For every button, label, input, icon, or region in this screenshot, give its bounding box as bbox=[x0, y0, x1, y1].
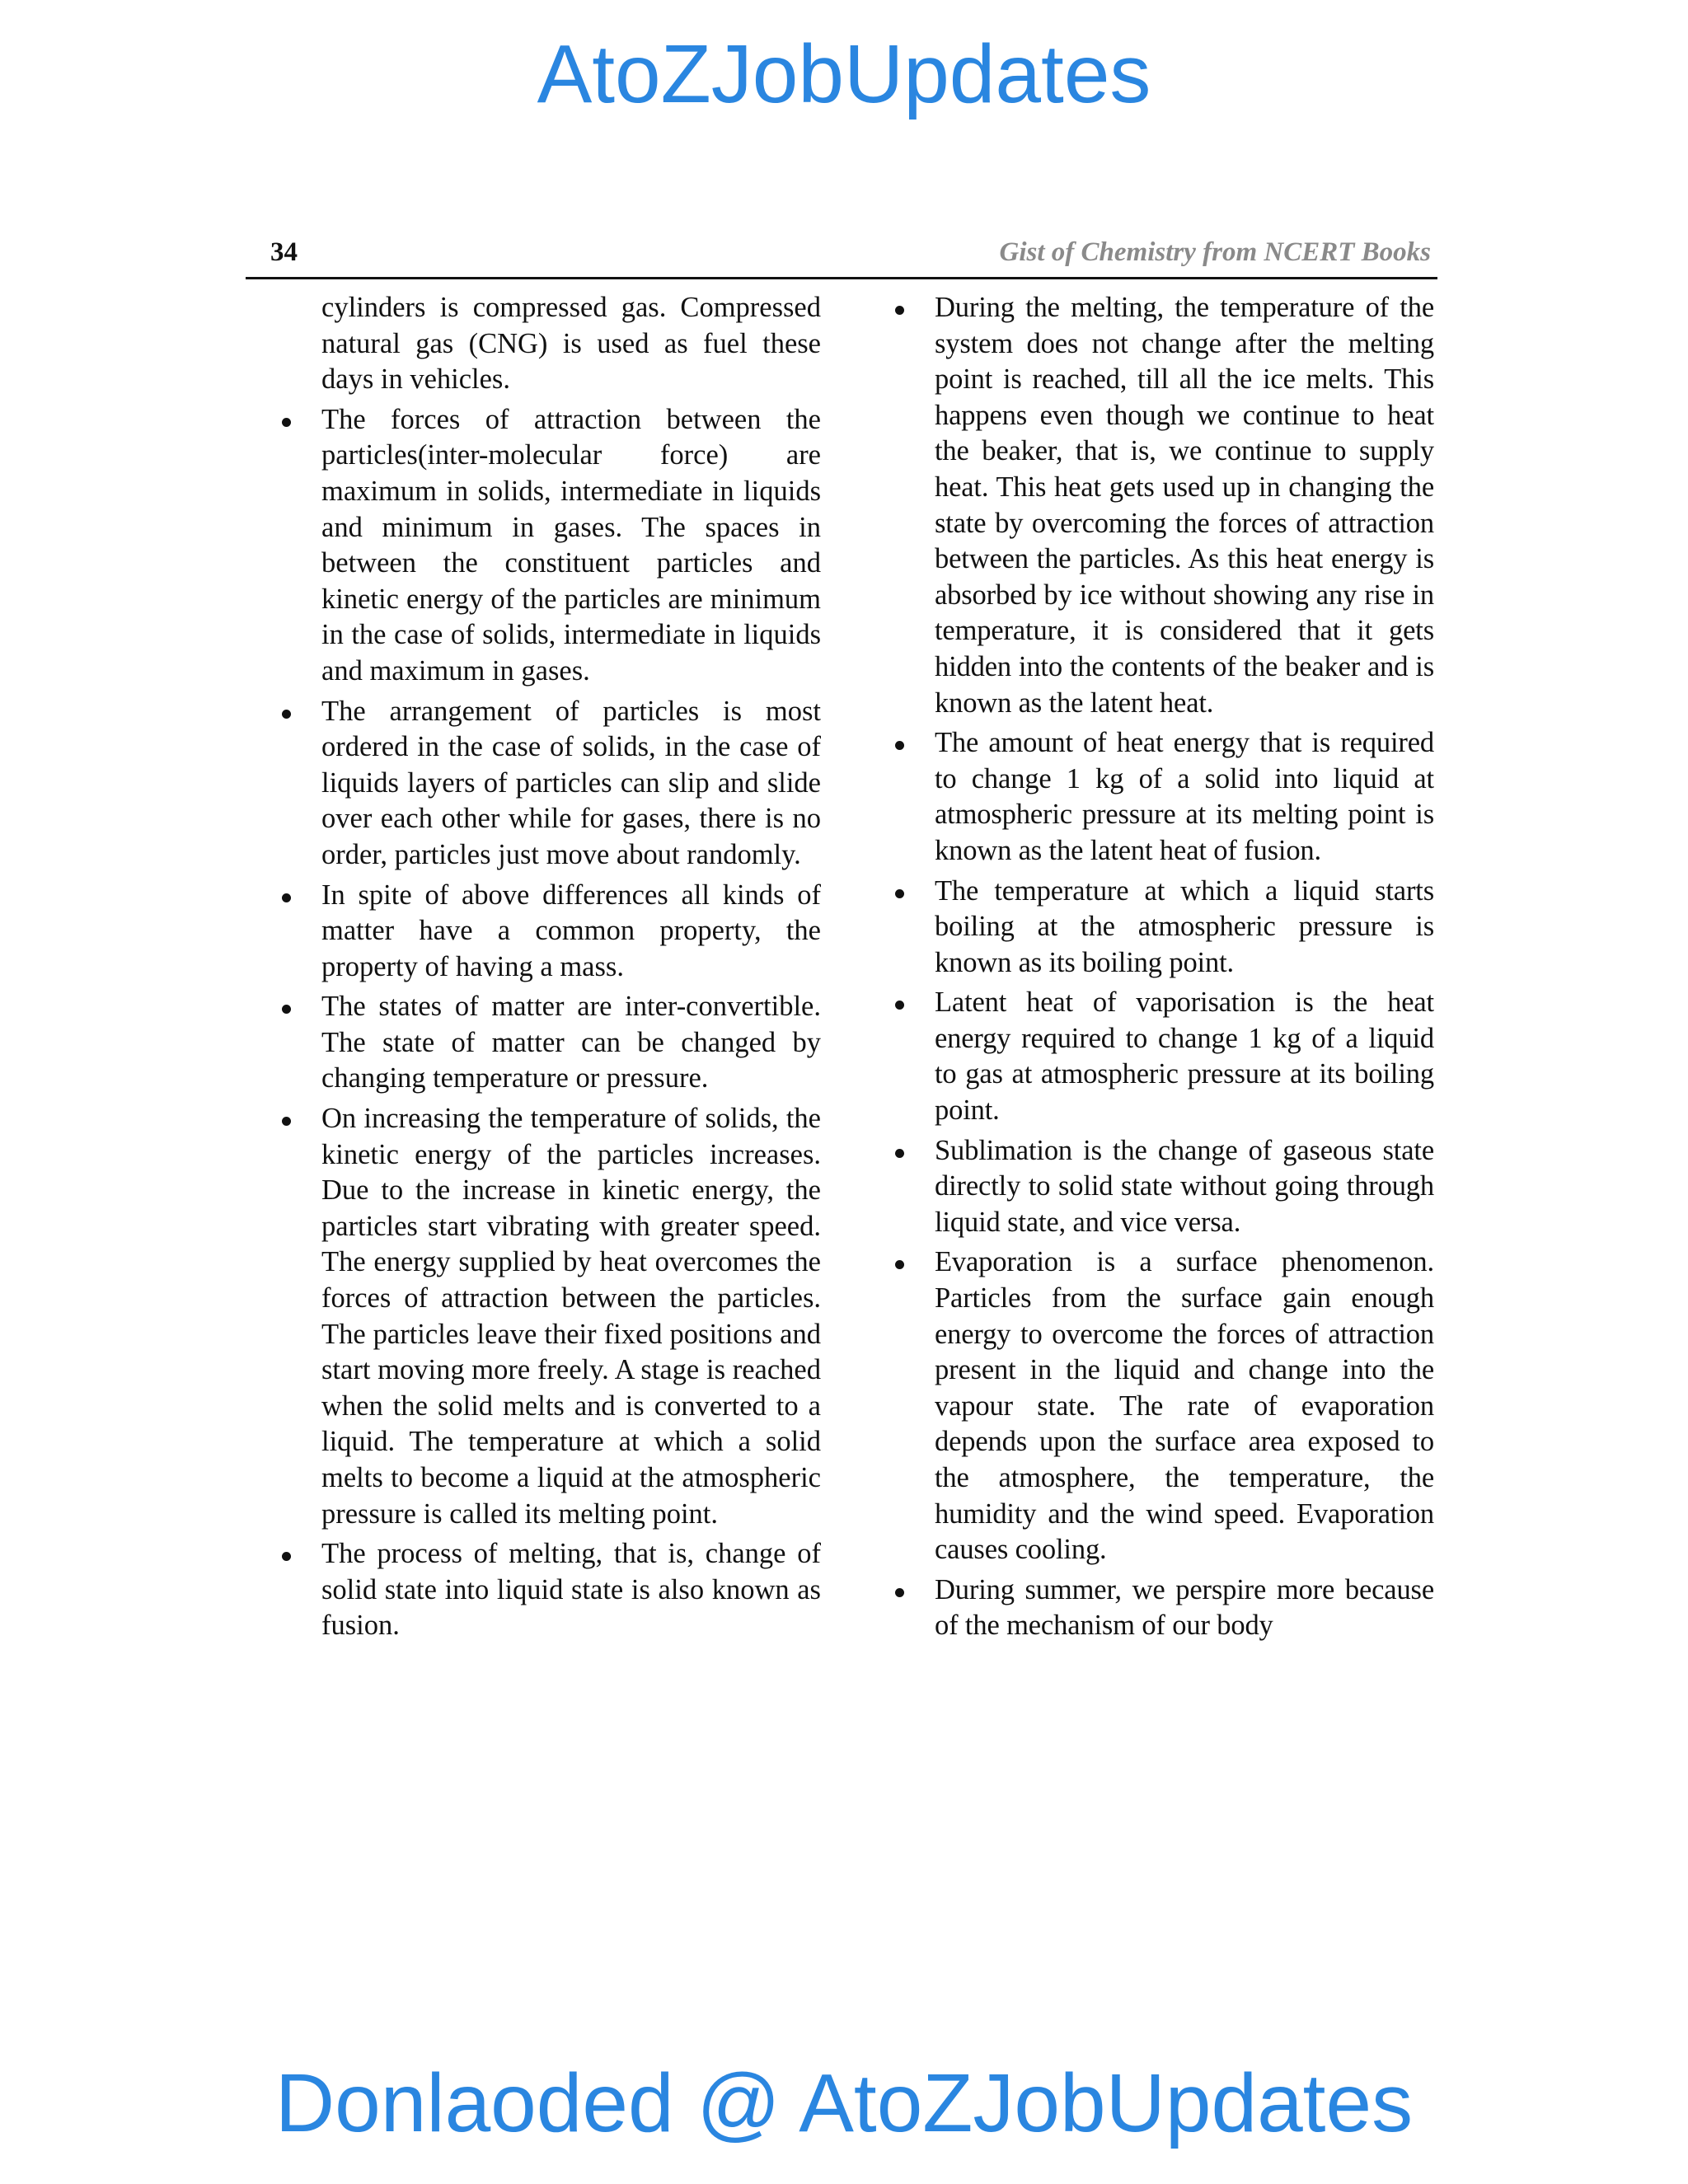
bullet-item: Sublimation is the change of gaseous state directly to solid state without going through liquid state, and vice versa. bbox=[890, 1133, 1434, 1241]
bullet-item: In spite of above differences all kinds of matter have a common property, the property of having a mass. bbox=[277, 878, 821, 986]
bullet-item: On increasing the temperature of solids, the kinetic energy of the particles increases. Due to the increase in kinetic energy, the particles start vibrating with greater speed. The energy supplied by heat overcomes the forces of attraction between the particles. The particles leave their fixed positions and start moving more freely. A stage is reached when the solid melts and is converted to a liquid. The temperature at which a solid melts to become a liquid at the atmospheric pressure is called its melting point. bbox=[277, 1101, 821, 1532]
watermark-top: AtoZJobUpdates bbox=[537, 28, 1151, 120]
watermark-bottom: Donlaoded @ AtoZJobUpdates bbox=[274, 2057, 1414, 2149]
right-column bbox=[890, 290, 1434, 1648]
left-column bbox=[277, 290, 821, 1648]
page-number: 34 bbox=[270, 237, 298, 267]
bullet-item: During summer, we perspire more because of the mechanism of our body bbox=[890, 1572, 1434, 1644]
bullet-item: The arrangement of particles is most ordered in the case of solids, in the case of liquids layers of particles can slip and slide over each other while for gases, there is no order, particles just move about randomly. bbox=[277, 694, 821, 874]
bullet-item: During the melting, the temperature of the system does not change after the melting point is reached, till all the ice melts. This happens even though we continue to heat the beaker, that is, we continue to supply heat. This heat gets used up in changing the state by overcoming the forces of attraction between the particles. As this heat energy is absorbed by ice without showing any rise in temperature, it is considered that it gets hidden into the contents of the beaker and is known as the latent heat. bbox=[890, 290, 1434, 721]
bullet-item: The amount of heat energy that is required to change 1 kg of a solid into liquid at atmospheric pressure at its melting point is known as the latent heat of fusion. bbox=[890, 725, 1434, 869]
bullet-item: The states of matter are inter-convertible. The state of matter can be changed by changing temperature or pressure. bbox=[277, 989, 821, 1097]
left-bullet-list bbox=[277, 290, 821, 1644]
bullet-item: Latent heat of vaporisation is the heat energy required to change 1 kg of a liquid to gas at atmospheric pressure at its boiling point. bbox=[890, 985, 1434, 1128]
bullet-item: Evaporation is a surface phenomenon. Particles from the surface gain enough energy to overcome the forces of attraction present in the liquid and change into the vapour state. The rate of evaporation depends upon the surface area exposed to the atmosphere, the temperature, the humidity and the wind speed. Evaporation causes cooling. bbox=[890, 1244, 1434, 1568]
bullet-item: The temperature at which a liquid starts boiling at the atmospheric pressure is known as its boiling point. bbox=[890, 874, 1434, 982]
bullet-item: The process of melting, that is, change of solid state into liquid state is also known as fusion. bbox=[277, 1536, 821, 1644]
right-bullet-list bbox=[890, 290, 1434, 1644]
running-title: Gist of Chemistry from NCERT Books bbox=[999, 237, 1431, 267]
bullet-item: cylinders is compressed gas. Compressed natural gas (CNG) is used as fuel these days in vehicles. bbox=[321, 292, 821, 396]
page-header bbox=[246, 232, 1437, 272]
bullet-item: The forces of attraction between the particles(inter-molecular force) are maximum in solids, intermediate in liquids and minimum in gases. The spaces in between the constituent particles and kinetic energy of the particles are minimum in the case of solids, intermediate in liquids and maximum in gases. bbox=[277, 402, 821, 690]
header-rule bbox=[246, 277, 1437, 279]
